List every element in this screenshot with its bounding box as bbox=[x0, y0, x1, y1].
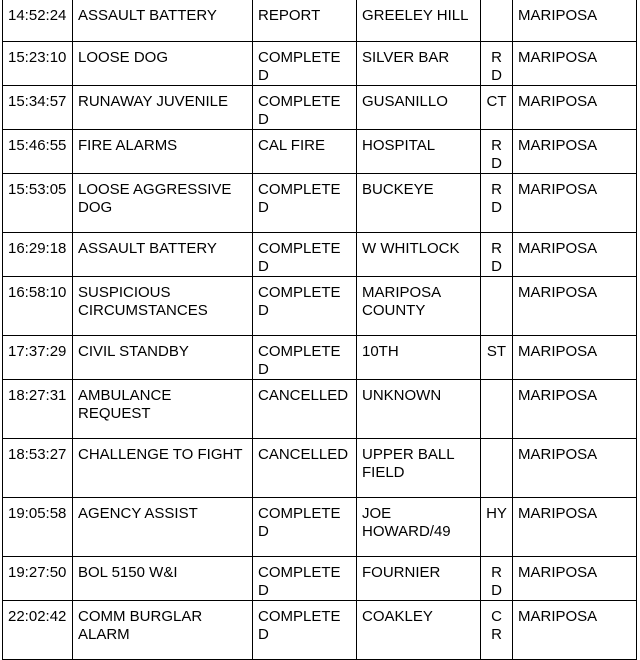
call-city: MARIPOSA bbox=[513, 277, 637, 336]
call-disposition: COMPLETED bbox=[253, 601, 357, 660]
call-disposition: CANCELLED bbox=[253, 439, 357, 498]
call-type: FIRE ALARMS bbox=[73, 130, 253, 174]
call-disposition: COMPLETED bbox=[253, 557, 357, 601]
table-row bbox=[3, 130, 637, 174]
table-row bbox=[3, 174, 637, 233]
call-type: SUSPICIOUS CIRCUMSTANCES bbox=[73, 277, 253, 336]
call-street-suffix: ST bbox=[481, 336, 513, 380]
call-street: COAKLEY bbox=[357, 601, 481, 660]
call-city: MARIPOSA bbox=[513, 380, 637, 439]
table-row bbox=[3, 336, 637, 380]
call-type: ASSAULT BATTERY bbox=[73, 0, 253, 42]
call-disposition: COMPLETED bbox=[253, 336, 357, 380]
call-type: COMM BURGLAR ALARM bbox=[73, 601, 253, 660]
call-street: W WHITLOCK bbox=[357, 233, 481, 277]
call-street-suffix bbox=[481, 380, 513, 439]
call-type: AMBULANCE REQUEST bbox=[73, 380, 253, 439]
call-disposition: COMPLETED bbox=[253, 42, 357, 86]
call-street: HOSPITAL bbox=[357, 130, 481, 174]
call-city: MARIPOSA bbox=[513, 557, 637, 601]
call-city: MARIPOSA bbox=[513, 601, 637, 660]
table-row bbox=[3, 557, 637, 601]
call-time: 22:02:42 bbox=[3, 601, 73, 660]
table-row bbox=[3, 439, 637, 498]
call-time: 16:58:10 bbox=[3, 277, 73, 336]
call-time: 16:29:18 bbox=[3, 233, 73, 277]
call-type: LOOSE DOG bbox=[73, 42, 253, 86]
call-log-table bbox=[2, 0, 637, 660]
call-time: 17:37:29 bbox=[3, 336, 73, 380]
call-street-suffix bbox=[481, 277, 513, 336]
call-city: MARIPOSA bbox=[513, 439, 637, 498]
call-street-suffix: RD bbox=[481, 42, 513, 86]
call-street: MARIPOSA COUNTY bbox=[357, 277, 481, 336]
call-type: CHALLENGE TO FIGHT bbox=[73, 439, 253, 498]
call-disposition: COMPLETED bbox=[253, 174, 357, 233]
call-street-suffix: CR bbox=[481, 601, 513, 660]
call-time: 18:53:27 bbox=[3, 439, 73, 498]
call-time: 18:27:31 bbox=[3, 380, 73, 439]
call-city: MARIPOSA bbox=[513, 498, 637, 557]
call-disposition: CANCELLED bbox=[253, 380, 357, 439]
call-street: UPPER BALL FIELD bbox=[357, 439, 481, 498]
call-street: BUCKEYE bbox=[357, 174, 481, 233]
table-row bbox=[3, 233, 637, 277]
call-street: GUSANILLO bbox=[357, 86, 481, 130]
call-time: 19:05:58 bbox=[3, 498, 73, 557]
call-disposition: CAL FIRE bbox=[253, 130, 357, 174]
call-time: 14:52:24 bbox=[3, 0, 73, 42]
call-street-suffix bbox=[481, 439, 513, 498]
call-street: UNKNOWN bbox=[357, 380, 481, 439]
call-type: BOL 5150 W&I bbox=[73, 557, 253, 601]
table-row bbox=[3, 498, 637, 557]
call-type: RUNAWAY JUVENILE bbox=[73, 86, 253, 130]
call-street-suffix: RD bbox=[481, 557, 513, 601]
call-time: 15:34:57 bbox=[3, 86, 73, 130]
call-time: 19:27:50 bbox=[3, 557, 73, 601]
call-street-suffix: CT bbox=[481, 86, 513, 130]
call-city: MARIPOSA bbox=[513, 42, 637, 86]
call-city: MARIPOSA bbox=[513, 86, 637, 130]
table-row bbox=[3, 0, 637, 42]
call-type: AGENCY ASSIST bbox=[73, 498, 253, 557]
call-disposition: COMPLETED bbox=[253, 233, 357, 277]
call-city: MARIPOSA bbox=[513, 233, 637, 277]
call-time: 15:46:55 bbox=[3, 130, 73, 174]
call-disposition: COMPLETED bbox=[253, 498, 357, 557]
call-type: ASSAULT BATTERY bbox=[73, 233, 253, 277]
table-row bbox=[3, 277, 637, 336]
call-street: FOURNIER bbox=[357, 557, 481, 601]
call-street-suffix: RD bbox=[481, 174, 513, 233]
call-type: CIVIL STANDBY bbox=[73, 336, 253, 380]
call-disposition: COMPLETED bbox=[253, 86, 357, 130]
call-street: JOE HOWARD/49 bbox=[357, 498, 481, 557]
table-row bbox=[3, 601, 637, 660]
call-street: 10TH bbox=[357, 336, 481, 380]
table-row bbox=[3, 86, 637, 130]
call-city: MARIPOSA bbox=[513, 130, 637, 174]
call-street-suffix: RD bbox=[481, 130, 513, 174]
call-disposition: REPORT bbox=[253, 0, 357, 42]
table-row bbox=[3, 380, 637, 439]
call-street-suffix bbox=[481, 0, 513, 42]
call-street-suffix: HY bbox=[481, 498, 513, 557]
call-disposition: COMPLETED bbox=[253, 277, 357, 336]
call-street: SILVER BAR bbox=[357, 42, 481, 86]
table-row bbox=[3, 42, 637, 86]
call-type: LOOSE AGGRESSIVE DOG bbox=[73, 174, 253, 233]
call-street: GREELEY HILL bbox=[357, 0, 481, 42]
call-city: MARIPOSA bbox=[513, 0, 637, 42]
call-street-suffix: RD bbox=[481, 233, 513, 277]
call-time: 15:23:10 bbox=[3, 42, 73, 86]
call-time: 15:53:05 bbox=[3, 174, 73, 233]
call-city: MARIPOSA bbox=[513, 174, 637, 233]
call-city: MARIPOSA bbox=[513, 336, 637, 380]
call-log-body bbox=[3, 0, 637, 660]
